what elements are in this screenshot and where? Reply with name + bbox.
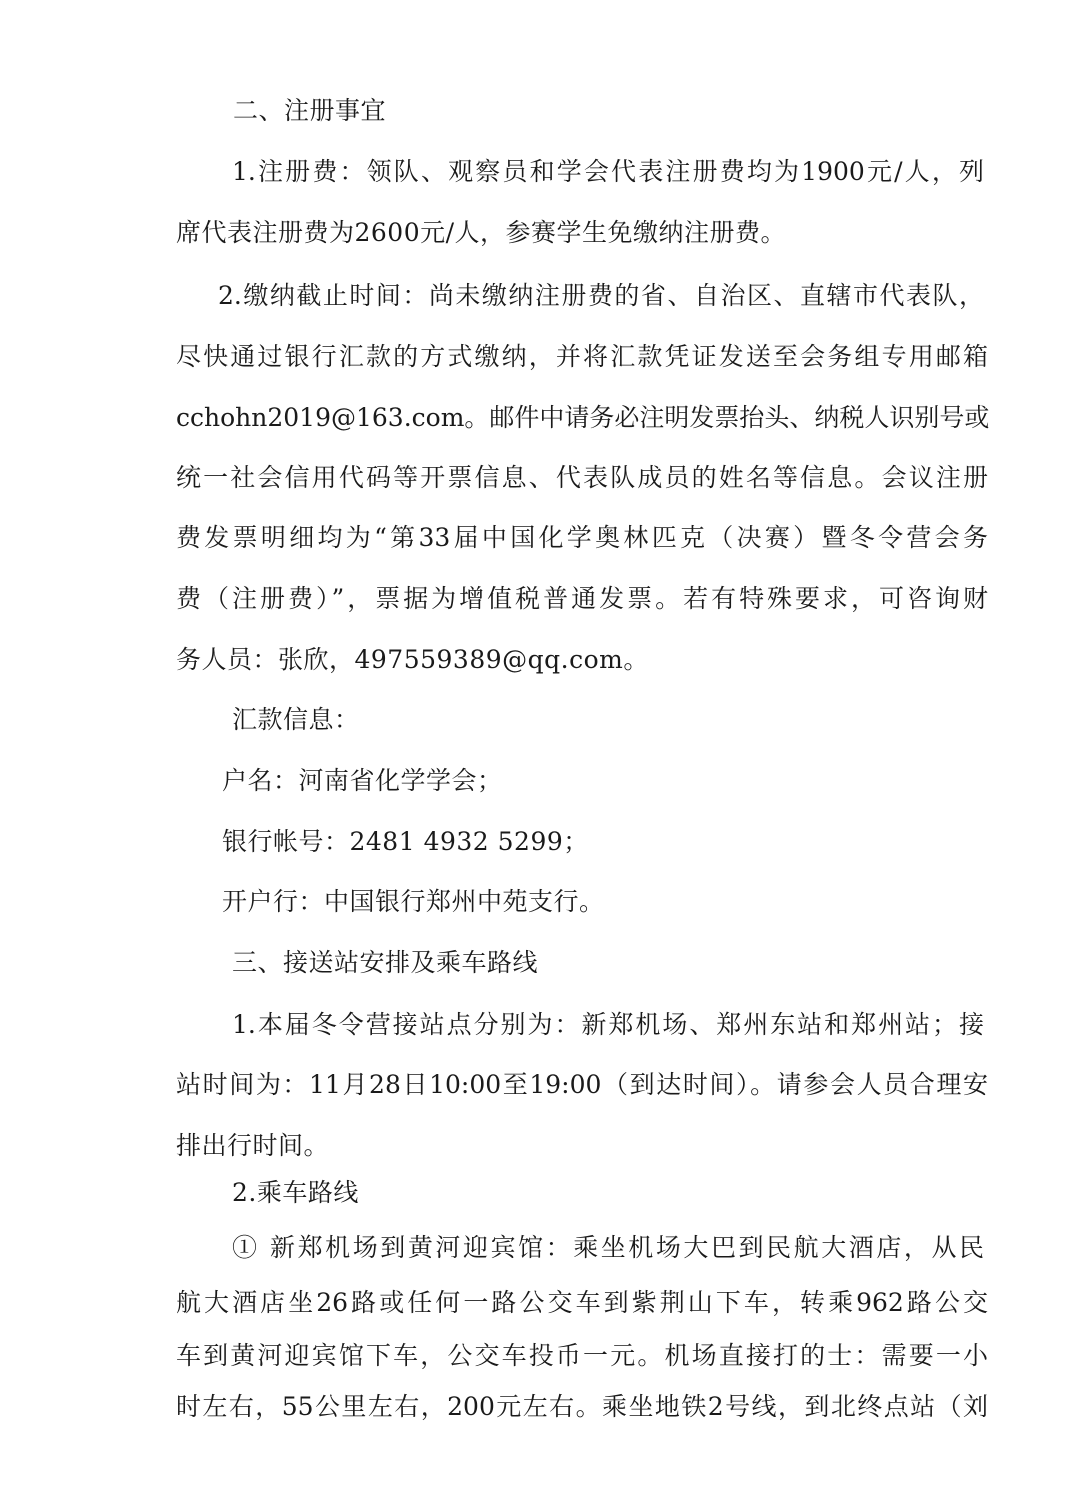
payment-deadline-line-4: 统一社会信用代码等开票信息、代表队成员的姓名等信息。会议注册 [176, 463, 988, 492]
pickup-line-1: 1.本届冬令营接站点分别为：新郑机场、郑州东站和郑州站；接 [232, 1010, 984, 1039]
payment-deadline-line-6: 费（注册费）”，票据为增值税普通发票。若有特殊要求，可咨询财 [176, 584, 988, 613]
registration-fee-line-2: 席代表注册费为2600元/人，参赛学生免缴纳注册费。 [176, 218, 787, 247]
registration-fee-line-1: 1.注册费：领队、观察员和学会代表注册费均为1900元/人，列 [232, 157, 984, 186]
pickup-line-2: 站时间为：11月28日10:00至19:00（到达时间）。请参会人员合理安 [176, 1070, 988, 1099]
route-line-4: 时左右，55公里左右，200元左右。乘坐地铁2号线，到北终点站（刘 [176, 1392, 988, 1421]
section-heading-transport: 三、接送站安排及乘车路线 [232, 948, 539, 977]
payment-deadline-line-3: cchohn2019@163.com。邮件中请务必注明发票抬头、纳税人识别号或 [176, 403, 990, 432]
pickup-line-3: 排出行时间。 [176, 1131, 330, 1160]
route-line-1: ① 新郑机场到黄河迎宾馆：乘坐机场大巴到民航大酒店，从民 [232, 1233, 984, 1262]
route-heading: 2.乘车路线 [232, 1178, 359, 1207]
remittance-heading: 汇款信息： [232, 705, 360, 734]
payment-deadline-line-5: 费发票明细均为“第33届中国化学奥林匹克（决赛）暨冬令营会务 [176, 523, 988, 552]
route-line-2: 航大酒店坐26路或任何一路公交车到紫荆山下车，转乘962路公交 [176, 1288, 988, 1317]
payment-deadline-line-7: 务人员：张欣，497559389@qq.com。 [176, 645, 649, 674]
route-line-3: 车到黄河迎宾馆下车，公交车投币一元。机场直接打的士：需要一小 [176, 1341, 988, 1370]
remittance-account-name: 户名：河南省化学学会； [222, 766, 503, 795]
remittance-account-number: 银行帐号：2481 4932 5299； [222, 827, 589, 856]
section-heading-registration: 二、注册事宜 [233, 96, 387, 125]
payment-deadline-line-2: 尽快通过银行汇款的方式缴纳，并将汇款凭证发送至会务组专用邮箱 [176, 342, 988, 371]
remittance-bank: 开户行：中国银行郑州中苑支行。 [222, 887, 605, 916]
payment-deadline-line-1: 2.缴纳截止时间：尚未缴纳注册费的省、自治区、直辖市代表队， [218, 281, 984, 310]
